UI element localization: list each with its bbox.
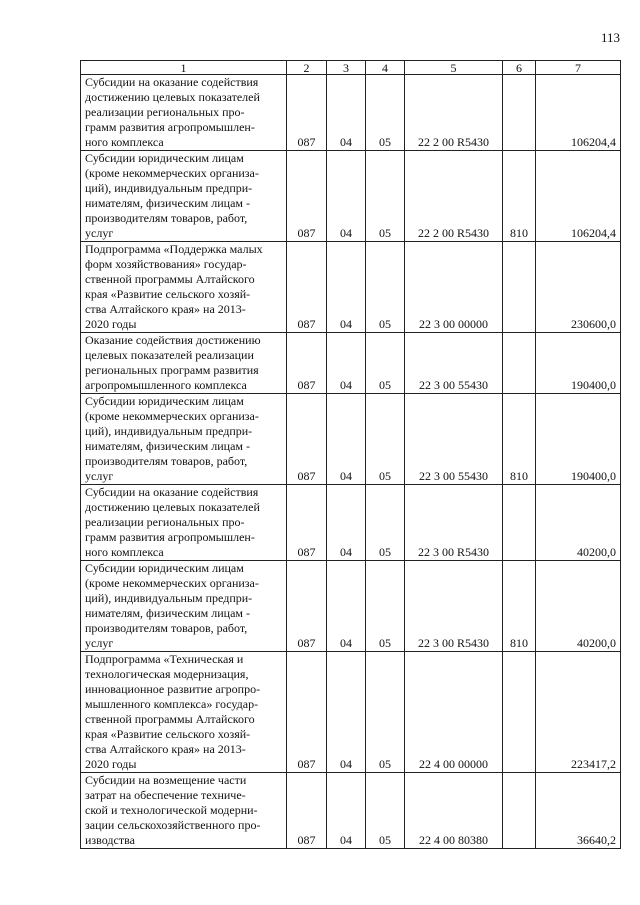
description-line: ций), индивидуальным предпри- (85, 591, 253, 605)
target-article-code: 22 4 00 80380 (405, 773, 503, 849)
description-line: (кроме некоммерческих организа- (85, 409, 259, 423)
section-code: 04 (327, 485, 366, 561)
description-line: грамм развития агропромышлен- (85, 120, 255, 134)
column-header: 6 (503, 61, 536, 75)
description-line: ственной программы Алтайского (85, 272, 255, 286)
section-code: 04 (327, 333, 366, 394)
description-line: услуг (85, 469, 114, 483)
ministry-code: 087 (287, 773, 327, 849)
description-line: 2020 годы (85, 757, 137, 771)
amount-value: 190400,0 (536, 333, 621, 394)
expense-type-code (503, 485, 536, 561)
target-article-code: 22 2 00 R5430 (405, 75, 503, 151)
ministry-code: 087 (287, 561, 327, 652)
description-line: изводства (85, 833, 135, 847)
subsection-code: 05 (366, 242, 405, 333)
description-line: агропромышленного комплекса (85, 378, 247, 392)
description-line: ций), индивидуальным предпри- (85, 424, 253, 438)
table-row (81, 485, 621, 561)
expense-type-code: 810 (503, 151, 536, 242)
target-article-code: 22 4 00 00000 (405, 652, 503, 773)
ministry-code: 087 (287, 75, 327, 151)
subsection-code: 05 (366, 773, 405, 849)
description-line: технологическая модернизация, (85, 667, 249, 681)
description-line: Оказание содействия достижению (85, 333, 261, 347)
row-description (81, 652, 287, 773)
description-line: нимателям, физическим лицам - (85, 606, 250, 620)
description-line: реализации региональных про- (85, 515, 245, 529)
description-line: достижению целевых показателей (85, 500, 260, 514)
expense-type-code: 810 (503, 394, 536, 485)
amount-value: 40200,0 (536, 485, 621, 561)
description-line: мышленного комплекса» государ- (85, 697, 259, 711)
description-line: Субсидии юридическим лицам (85, 561, 244, 575)
row-description (81, 75, 287, 151)
amount-value: 223417,2 (536, 652, 621, 773)
section-code: 04 (327, 75, 366, 151)
description-line: производителям товаров, работ, (85, 211, 248, 225)
description-line: форм хозяйствования» государ- (85, 257, 247, 271)
column-number-row (81, 61, 621, 75)
amount-value: 106204,4 (536, 151, 621, 242)
table-row (81, 652, 621, 773)
expense-type-code (503, 242, 536, 333)
description-line: услуг (85, 226, 114, 240)
description-line: целевых показателей реализации (85, 348, 254, 362)
table-row (81, 151, 621, 242)
description-line: края «Развитие сельского хозяй- (85, 287, 251, 301)
page-number: 113 (600, 30, 620, 45)
section-code: 04 (327, 652, 366, 773)
ministry-code: 087 (287, 485, 327, 561)
expense-type-code (503, 773, 536, 849)
section-code: 04 (327, 773, 366, 849)
description-line: Субсидии на оказание содействия (85, 75, 259, 89)
row-description (81, 561, 287, 652)
description-line: производителям товаров, работ, (85, 454, 248, 468)
description-line: 2020 годы (85, 317, 137, 331)
description-line: ного комплекса (85, 545, 164, 559)
expense-type-code: 810 (503, 561, 536, 652)
description-line: (кроме некоммерческих организа- (85, 576, 259, 590)
description-line: Субсидии на оказание содействия (85, 485, 259, 499)
table-row (81, 773, 621, 849)
budget-table (80, 60, 621, 849)
description-line: реализации региональных про- (85, 105, 245, 119)
amount-value: 40200,0 (536, 561, 621, 652)
target-article-code: 22 3 00 55430 (405, 333, 503, 394)
description-line: нимателям, физическим лицам - (85, 196, 250, 210)
table-row (81, 75, 621, 151)
column-header: 1 (81, 61, 287, 75)
section-code: 04 (327, 561, 366, 652)
description-line: Субсидии юридическим лицам (85, 151, 244, 165)
subsection-code: 05 (366, 485, 405, 561)
amount-value: 106204,4 (536, 75, 621, 151)
section-code: 04 (327, 151, 366, 242)
description-line: (кроме некоммерческих организа- (85, 166, 259, 180)
target-article-code: 22 2 00 R5430 (405, 151, 503, 242)
subsection-code: 05 (366, 333, 405, 394)
row-description (81, 242, 287, 333)
description-line: ций), индивидуальным предпри- (85, 181, 253, 195)
description-line: достижению целевых показателей (85, 90, 260, 104)
expense-type-code (503, 75, 536, 151)
description-line: услуг (85, 636, 114, 650)
description-line: ства Алтайского края» на 2013- (85, 302, 246, 316)
description-line: Субсидии юридическим лицам (85, 394, 244, 408)
amount-value: 190400,0 (536, 394, 621, 485)
ministry-code: 087 (287, 333, 327, 394)
description-line: затрат на обеспечение техниче- (85, 788, 246, 802)
row-description (81, 485, 287, 561)
row-description (81, 333, 287, 394)
description-line: зации сельскохозяйственного про- (85, 818, 261, 832)
description-line: ственной программы Алтайского (85, 712, 255, 726)
subsection-code: 05 (366, 652, 405, 773)
ministry-code: 087 (287, 151, 327, 242)
description-line: региональных программ развития (85, 363, 259, 377)
description-line: производителям товаров, работ, (85, 621, 248, 635)
table-row (81, 333, 621, 394)
target-article-code: 22 3 00 55430 (405, 394, 503, 485)
column-header: 7 (536, 61, 621, 75)
subsection-code: 05 (366, 394, 405, 485)
ministry-code: 087 (287, 394, 327, 485)
amount-value: 230600,0 (536, 242, 621, 333)
expense-type-code (503, 333, 536, 394)
column-header: 4 (366, 61, 405, 75)
row-description (81, 151, 287, 242)
subsection-code: 05 (366, 151, 405, 242)
section-code: 04 (327, 394, 366, 485)
target-article-code: 22 3 00 00000 (405, 242, 503, 333)
description-line: грамм развития агропромышлен- (85, 530, 255, 544)
description-line: Субсидии на возмещение части (85, 773, 247, 787)
target-article-code: 22 3 00 R5430 (405, 485, 503, 561)
ministry-code: 087 (287, 652, 327, 773)
description-line: нимателям, физическим лицам - (85, 439, 250, 453)
subsection-code: 05 (366, 561, 405, 652)
description-line: Подпрограмма «Поддержка малых (85, 242, 263, 256)
table-row (81, 242, 621, 333)
description-line: ного комплекса (85, 135, 164, 149)
column-header: 3 (327, 61, 366, 75)
target-article-code: 22 3 00 R5430 (405, 561, 503, 652)
description-line: края «Развитие сельского хозяй- (85, 727, 251, 741)
description-line: инновационное развитие агропро- (85, 682, 261, 696)
table-row (81, 394, 621, 485)
section-code: 04 (327, 242, 366, 333)
description-line: ства Алтайского края» на 2013- (85, 742, 246, 756)
column-header: 5 (405, 61, 503, 75)
row-description (81, 394, 287, 485)
amount-value: 36640,2 (536, 773, 621, 849)
ministry-code: 087 (287, 242, 327, 333)
column-header: 2 (287, 61, 327, 75)
subsection-code: 05 (366, 75, 405, 151)
row-description (81, 773, 287, 849)
description-line: Подпрограмма «Техническая и (85, 652, 244, 666)
expense-type-code (503, 652, 536, 773)
table-row (81, 561, 621, 652)
description-line: ской и технологической модерни- (85, 803, 258, 817)
